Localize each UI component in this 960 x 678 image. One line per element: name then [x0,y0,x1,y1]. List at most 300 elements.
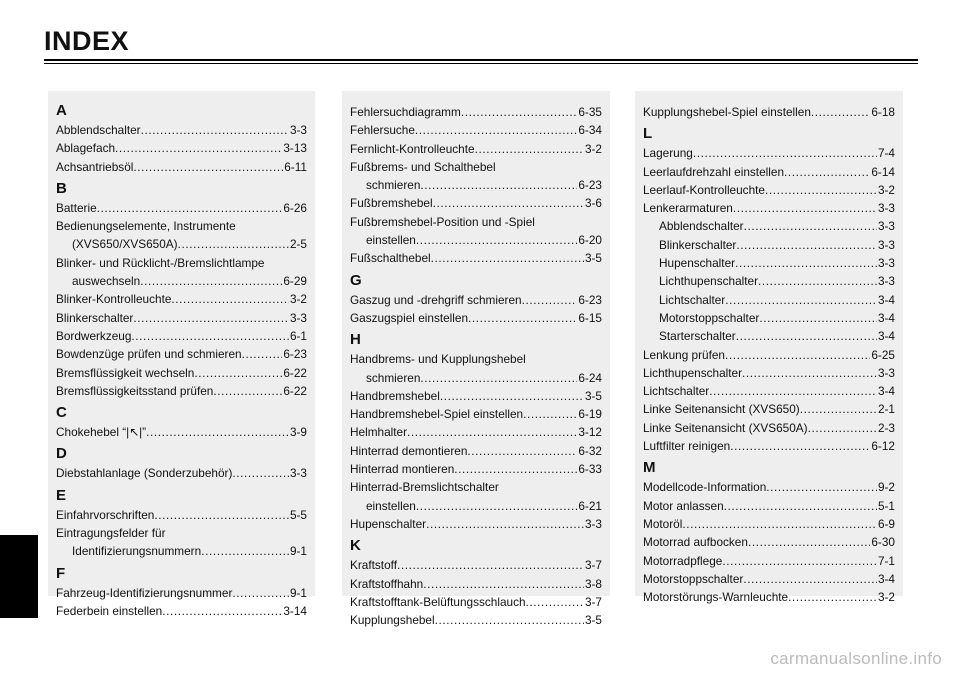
page-number: 7-4 [877,146,895,161]
index-entry [350,497,602,515]
index-section [350,332,602,533]
index-entry [56,327,307,345]
entry-list [56,423,307,441]
section-letter: L [643,125,653,143]
index-entry [643,382,895,400]
dot-leader [811,103,870,121]
entry-list [643,478,895,606]
index-entry [643,181,895,199]
dot-leader [178,235,289,253]
dot-leader [420,176,577,194]
index-entry [643,217,895,235]
page-number: 7-1 [877,553,895,568]
entry-list [56,121,307,176]
index-section [56,488,307,561]
page-number: 3-9 [289,425,307,440]
index-column-2 [342,91,610,628]
dot-leader [522,291,578,309]
dot-leader [242,345,283,363]
dot-leader [724,497,877,515]
index-entry [643,309,895,327]
index-entry [350,556,602,574]
page-number: 3-12 [578,425,602,440]
page-number: 3-2 [877,590,895,605]
entry-text: Chokehebel “|↖|” [56,425,147,440]
page-number: 6-1 [289,328,307,343]
index-entry [56,584,307,602]
entry-text: Handbremshebel-Spiel einstellen [350,407,524,422]
dot-leader [742,364,877,382]
page-number: 6-9 [877,516,895,531]
dot-leader [784,163,870,181]
entry-text: Luftfilter reinigen [643,439,731,454]
page-number: 6-32 [578,443,602,458]
page-number: 6-11 [284,159,307,174]
index-entry [643,364,895,382]
page-number: 3-3 [877,201,895,216]
entry-list [350,350,602,533]
entry-text: Fußschalthebel [350,251,431,266]
page-number: 3-13 [283,141,307,156]
entry-text: Motorstoppschalter [659,310,760,325]
dot-leader [475,140,584,158]
index-entry [350,442,602,460]
entry-text: Diebstahlanlage (Sonderzubehör) [56,466,233,481]
page-number: 3-8 [584,576,602,591]
index-entry [350,460,602,478]
section-letter: M [643,459,656,477]
entry-text: Bowdenzüge prüfen und schmieren [56,347,242,362]
index-entry [643,478,895,496]
index-entry [643,497,895,515]
dot-leader [725,346,870,364]
entry-text: Starterschalter [659,329,736,344]
entry-text: Modellcode-Information [643,480,767,495]
index-entry [643,236,895,254]
page-number: 6-12 [871,439,895,454]
dot-leader [154,506,289,524]
dot-leader [467,442,577,460]
index-entry [643,588,895,606]
index-entry [350,140,602,158]
dot-leader [131,327,289,345]
index-entry [56,364,307,382]
entry-text: Lichtschalter [659,292,726,307]
index-entry [56,382,307,400]
entry-text: Fernlicht-Kontrolleuchte [350,141,475,156]
entry-text: Fußbremshebel [350,196,433,211]
page-number: 3-5 [584,251,602,266]
index-entry [56,139,307,157]
dot-leader [431,249,584,267]
index-entry [56,524,307,542]
dot-leader [232,464,289,482]
entry-text: Lichthupenschalter [659,274,759,289]
entry-text: schmieren [366,178,421,193]
dot-leader [146,423,289,441]
dot-leader [232,584,289,602]
entry-text: Handbrems- und Kupplungshebel [350,352,526,367]
index-entry [56,542,307,560]
entry-text: Lenkerarmaturen [643,201,733,216]
entry-text: Kraftstoffhahn [350,576,424,591]
page-number: 6-26 [283,200,307,215]
entry-text: Hinterrad demontieren [350,443,468,458]
dot-leader [730,437,870,455]
index-entry [643,400,895,418]
index-entry [643,291,895,309]
dot-leader [709,382,877,400]
entry-text: Linke Seitenansicht (XVS650) [643,402,800,417]
section-letter: C [56,404,67,422]
entry-text: Eintragungsfelder für [56,526,166,541]
page-number: 6-25 [871,347,895,362]
index-section [56,103,307,176]
dot-leader [140,272,282,290]
index-section [56,566,307,621]
entry-text: Kupplungshebel-Spiel einstellen [643,105,811,119]
index-entry [56,199,307,217]
entry-text: Bremsflüssigkeit wechseln [56,365,195,380]
index-entry [643,552,895,570]
entry-text: Motorradpflege [643,553,723,568]
page-number: 3-3 [877,237,895,252]
index-column-3 [635,91,903,605]
entry-text: Fußbrems- und Schalthebel [350,159,496,174]
section-letter: G [350,271,362,289]
index-entry [643,533,895,551]
entry-list [56,584,307,621]
index-entry [643,103,895,121]
index-entry [643,419,895,437]
dot-leader [788,588,877,606]
dot-leader [435,611,584,629]
dot-leader [468,309,577,327]
entry-text: Fußbremshebel-Position und -Spiel [350,214,535,229]
page-number: 3-2 [584,141,602,156]
dot-leader [433,194,584,212]
page-number: 6-23 [283,347,307,362]
page-title: INDEX [44,26,130,56]
index-entry [643,254,895,272]
section-letter: A [56,102,67,119]
dot-leader [416,497,578,515]
page-number: 3-5 [584,388,602,403]
dot-leader [213,382,282,400]
entry-text: Leerlauf-Kontrolleuchte [643,182,765,197]
index-entry [350,515,602,533]
entry-text: Blinker-Kontrolleuchte [56,292,172,307]
dot-leader [725,291,877,309]
dot-leader [722,552,877,570]
entry-text: Blinker- und Rücklicht-/Bremslichtlampe [56,255,265,270]
index-section [56,405,307,441]
page-number: 3-14 [283,603,307,618]
entry-text: Hupenschalter [350,516,427,531]
entry-text: Lenkung prüfen [643,347,725,362]
index-entry [643,346,895,364]
watermark: carmanualsonline.info [770,649,942,668]
page-number: 2-5 [289,237,307,252]
index-entry [56,309,307,327]
page-number: 6-22 [283,383,307,398]
index-section [350,538,602,629]
page-number: 6-22 [283,365,307,380]
entry-list [643,103,895,121]
entry-text: Gaszug und -drehgriff schmieren [350,292,522,307]
index-entry [350,121,602,139]
dot-leader [461,103,578,121]
page-number: 3-3 [877,256,895,271]
dot-leader [736,327,877,345]
dot-leader [162,602,282,620]
title-rule [44,59,918,64]
entry-text: Gaszugspiel einstellen [350,310,469,325]
entry-text: Fehlersuchdiagramm [350,105,461,119]
dot-leader [765,181,877,199]
entry-text: Kraftstoff [350,558,397,573]
entry-text: Motor anlassen [643,498,724,513]
index-entry [350,423,602,441]
entry-text: Abblendschalter [659,219,744,234]
page-number: 3-7 [584,594,602,609]
dot-leader [743,570,877,588]
entry-text: Motorstörungs-Warnleuchte [643,590,789,605]
entry-text: Batterie [56,200,97,215]
index-entry [643,570,895,588]
dot-leader [758,272,877,290]
entry-text: Bedienungselemente, Instrumente [56,219,236,234]
dot-leader [735,254,877,272]
entry-text: Identifizierungsnummern [72,544,202,559]
entry-text: Motorstoppschalter [643,571,744,586]
entry-text: Einfahrvorschriften [56,507,155,522]
page-number: 3-3 [289,310,307,325]
section-letter: F [56,564,66,582]
dot-leader [416,231,578,249]
index-entry [56,506,307,524]
page-number: 3-2 [877,182,895,197]
index-entry [56,345,307,363]
index-entry [56,423,307,441]
page-number: 3-3 [584,516,602,531]
page-number: 6-19 [578,407,602,422]
index-section [56,181,307,400]
entry-list [350,556,602,629]
page-number: 3-3 [877,219,895,234]
dot-leader [440,387,584,405]
entry-list [56,199,307,400]
page-number: 6-20 [578,233,602,248]
page-number: 3-6 [584,196,602,211]
index-entry [350,369,602,387]
section-letter: H [350,331,361,349]
page-number: 3-2 [289,292,307,307]
entry-text: Ablagefach [56,141,116,156]
page-number: 3-4 [877,292,895,307]
index-entry [350,593,602,611]
index-entry [643,199,895,217]
entry-list [56,506,307,561]
page-number: 5-1 [877,498,895,513]
page-number: 6-23 [578,178,602,193]
index-entry [350,213,602,231]
dot-leader [407,423,577,441]
entry-text: Hupenschalter [659,256,736,271]
entry-text: Motoröl [643,516,683,531]
index-section [643,126,895,455]
index-entry [350,387,602,405]
entry-text: Fehlersuche [350,123,415,138]
entry-list [350,291,602,328]
page-number: 6-29 [283,274,307,289]
page-number: 6-34 [578,123,602,138]
entry-text: Leerlaufdrehzahl einstellen [643,164,785,179]
index-entry [643,327,895,345]
entry-text: auswechseln [72,274,141,289]
dot-leader [682,515,877,533]
entry-text: einstellen [366,498,416,513]
page-number: 6-14 [871,164,895,179]
dot-leader [759,309,877,327]
entry-text: einstellen [366,233,416,248]
page-number: 6-23 [578,292,602,307]
index-entry [56,254,307,272]
entry-text: Handbremshebel [350,388,440,403]
dot-leader [115,139,282,157]
entry-text: Lagerung [643,146,693,161]
entry-text: Bordwerkzeug [56,328,132,343]
entry-text: Kupplungshebel [350,613,435,628]
index-entry [56,602,307,620]
index-entry [56,121,307,139]
entry-text: Bremsflüssigkeitsstand prüfen [56,383,214,398]
entry-text: Helmhalter [350,425,408,440]
page-number: 3-3 [877,365,895,380]
index-section [56,446,307,482]
index-entry [350,158,602,176]
entry-text: Federbein einstellen [56,603,163,618]
entry-text: Kraftstofftank-Belüftungsschlauch [350,594,526,609]
index-entry [643,272,895,290]
index-entry [350,231,602,249]
page-number: 3-3 [877,274,895,289]
index-entry [350,291,602,309]
index-section [643,460,895,606]
page-number: 3-4 [877,384,895,399]
dot-leader [141,121,289,139]
entry-text: (XVS650/XVS650A) [72,237,178,252]
section-tab [0,535,38,618]
index-entry [350,309,602,327]
index-entry [643,437,895,455]
entry-text: Blinkerschalter [56,310,134,325]
entry-text: Blinkerschalter [659,237,737,252]
dot-leader [194,364,282,382]
page-number: 6-15 [578,310,602,325]
index-entry [350,103,602,121]
dot-leader [201,542,289,560]
index-entry [56,272,307,290]
page-number: 3-4 [877,571,895,586]
dot-leader [693,144,877,162]
dot-leader [397,556,584,574]
index-entry [643,163,895,181]
dot-leader [766,478,877,496]
dot-leader [415,121,577,139]
entry-text: Lichtschalter [643,384,710,399]
entry-text: Fahrzeug-Identifizierungsnummer [56,585,233,600]
dot-leader [744,217,877,235]
index-column-1 [48,91,315,618]
entry-text: Lichthupenschalter [643,365,743,380]
page-number: 3-3 [289,123,307,137]
index-entry [56,290,307,308]
index-entry [643,515,895,533]
page-number: 6-33 [578,462,602,477]
dot-leader [454,460,577,478]
page-number: 3-7 [584,558,602,573]
page-number: 6-35 [578,105,602,119]
section-letter: B [56,179,67,197]
section-letter: K [350,537,361,555]
index-entry [350,405,602,423]
index-entry [56,217,307,235]
index-entry [56,464,307,482]
page-number: 3-4 [877,310,895,325]
index-entry [643,144,895,162]
entry-text: Abblendschalter [56,123,141,137]
dot-leader [800,400,877,418]
entry-text: Motorrad aufbocken [643,535,748,550]
index-section [643,103,895,121]
index-entry [350,478,602,496]
dot-leader [748,533,870,551]
index-entry [350,611,602,629]
index-entry [350,249,602,267]
index-entry [56,158,307,176]
entry-list [56,464,307,482]
dot-leader [423,575,584,593]
page-number: 9-1 [289,585,307,600]
entry-text: Hinterrad-Bremslichtschalter [350,480,499,495]
page-number: 6-21 [578,498,602,513]
section-letter: E [56,486,67,504]
index-section [350,103,602,268]
dot-leader [171,290,289,308]
entry-list [350,103,602,268]
dot-leader [426,515,584,533]
page-number: 6-18 [871,105,895,119]
entry-text: schmieren [366,370,421,385]
page-number: 3-5 [584,613,602,628]
index-entry [350,194,602,212]
page-number: 5-5 [289,507,307,522]
dot-leader [808,419,877,437]
dot-leader [523,405,577,423]
dot-leader [133,309,289,327]
page-number: 9-1 [289,544,307,559]
entry-text: Achsantriebsöl [56,159,134,174]
page-number: 3-3 [289,466,307,481]
page-number: 3-4 [877,329,895,344]
index-entry [350,176,602,194]
entry-list [643,144,895,455]
page-number: 6-24 [578,370,602,385]
entry-text: Hinterrad montieren [350,462,455,477]
page-number: 2-3 [877,420,895,435]
dot-leader [733,199,877,217]
